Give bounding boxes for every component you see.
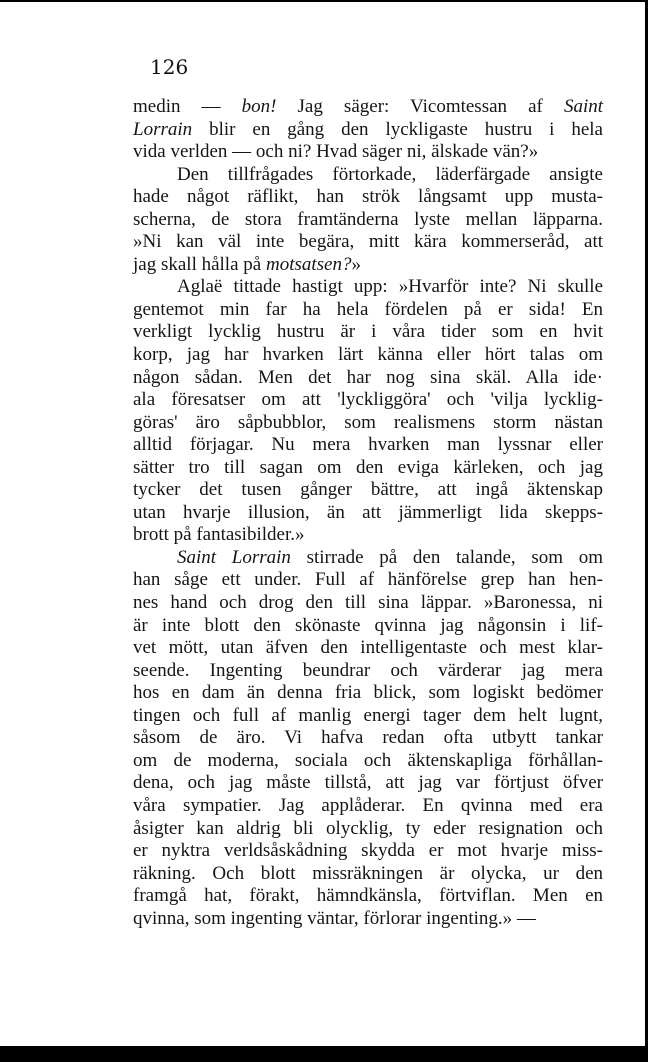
- text-line: nes hand och drog den till sina läppar. »Baronessa, ni: [133, 592, 603, 614]
- text-line: brott på fantasibilder.»: [133, 524, 305, 546]
- text-line: någon sådan. Men det har nog sina skäl. Alla ide·: [133, 366, 603, 388]
- text-line: hade något räflikt, han strök långsamt upp musta-: [133, 186, 603, 208]
- text-line: qvinna, som ingenting väntar, förlorar ingenting.» —: [133, 907, 536, 929]
- text-line: räkning. Och blott missräkningen är olycka, ur den: [133, 862, 603, 884]
- text-line: är inte blott den skönaste qvinna jag någonsin i lif-: [133, 614, 603, 636]
- text-line: gentemot min far ha hela fördelen på er sida! En: [133, 298, 603, 320]
- text-line: tingen och full af manlig energi tager dem helt lugnt,: [133, 704, 603, 726]
- scan-bottom-edge: [0, 1046, 648, 1062]
- text-line: våra sympatier. Jag applåderar. En qvinna med era: [133, 794, 603, 816]
- text-line: framgå hat, förakt, hämndkänsla, förtviflan. Men en: [133, 885, 603, 907]
- text-line: korp, jag har hvarken lärt känna eller hört talas om: [133, 344, 603, 366]
- text-line: er nyktra verldsåskådning skydda er mot hvarje miss-: [133, 840, 603, 862]
- page-number: 126: [150, 55, 189, 79]
- text-line: medin — bon! Jag säger: Vicomtessan af Saint: [133, 96, 603, 117]
- text-line: jag skall hålla på motsatsen?»: [133, 253, 361, 275]
- text-line: utan hvarje illusion, än att jämmerligt lida skepps-: [133, 501, 603, 523]
- text-line: tycker det tusen gånger bättre, att ingå äktenskap: [133, 479, 603, 501]
- text-line: Den tillfrågades förtorkade, läderfärgade ansigte: [177, 163, 603, 185]
- body-text: [133, 96, 603, 930]
- text-line: göras' äro såpbubblor, som realismens storm nästan: [133, 411, 603, 433]
- scan-top-edge: [0, 0, 648, 2]
- text-line: alltid förjagar. Nu mera hvarken man lyssnar eller: [133, 434, 603, 456]
- text-line: scherna, de stora framtänderna lyste mellan läpparna.: [133, 208, 603, 230]
- text-line: Aglaë tittade hastigt upp: »Hvarför inte? Ni skulle: [177, 276, 603, 298]
- text-line: »Ni kan väl inte begära, mitt kära kommerseråd, att: [133, 231, 603, 253]
- text-line: sätter tro till sagan om den eviga kärleken, och jag: [133, 456, 603, 478]
- text-line: dena, och jag måste tillstå, att jag var förtjust öfver: [133, 772, 603, 794]
- text-line: ala föresatser om att 'lyckliggöra' och 'vilja lycklig-: [133, 389, 603, 411]
- text-line: Saint Lorrain stirrade på den talande, som om: [177, 546, 603, 568]
- text-line: om de moderna, sociala och äktenskapliga förhållan-: [133, 749, 603, 771]
- text-line: åsigter kan aldrig bli olycklig, ty eder resignation och: [133, 817, 603, 839]
- text-line: hos en dam än denna fria blick, som logiskt bedömer: [133, 682, 603, 704]
- text-line: vet mött, utan äfven den intelligentaste och mest klar-: [133, 637, 603, 659]
- text-line: seende. Ingenting beundrar och värderar jag mera: [133, 659, 603, 681]
- text-line: Lorrain blir en gång den lyckligaste hustru i hela: [133, 118, 603, 140]
- text-line: han såge ett under. Full af hänförelse grep han hen-: [133, 569, 603, 591]
- text-line: verkligt lycklig hustru är i våra tider som en hvit: [133, 321, 603, 343]
- text-line: vida verlden — och ni? Hvad säger ni, älskade vän?»: [133, 141, 539, 163]
- text-line: såsom de äro. Vi hafva redan ofta utbytt tankar: [133, 727, 603, 749]
